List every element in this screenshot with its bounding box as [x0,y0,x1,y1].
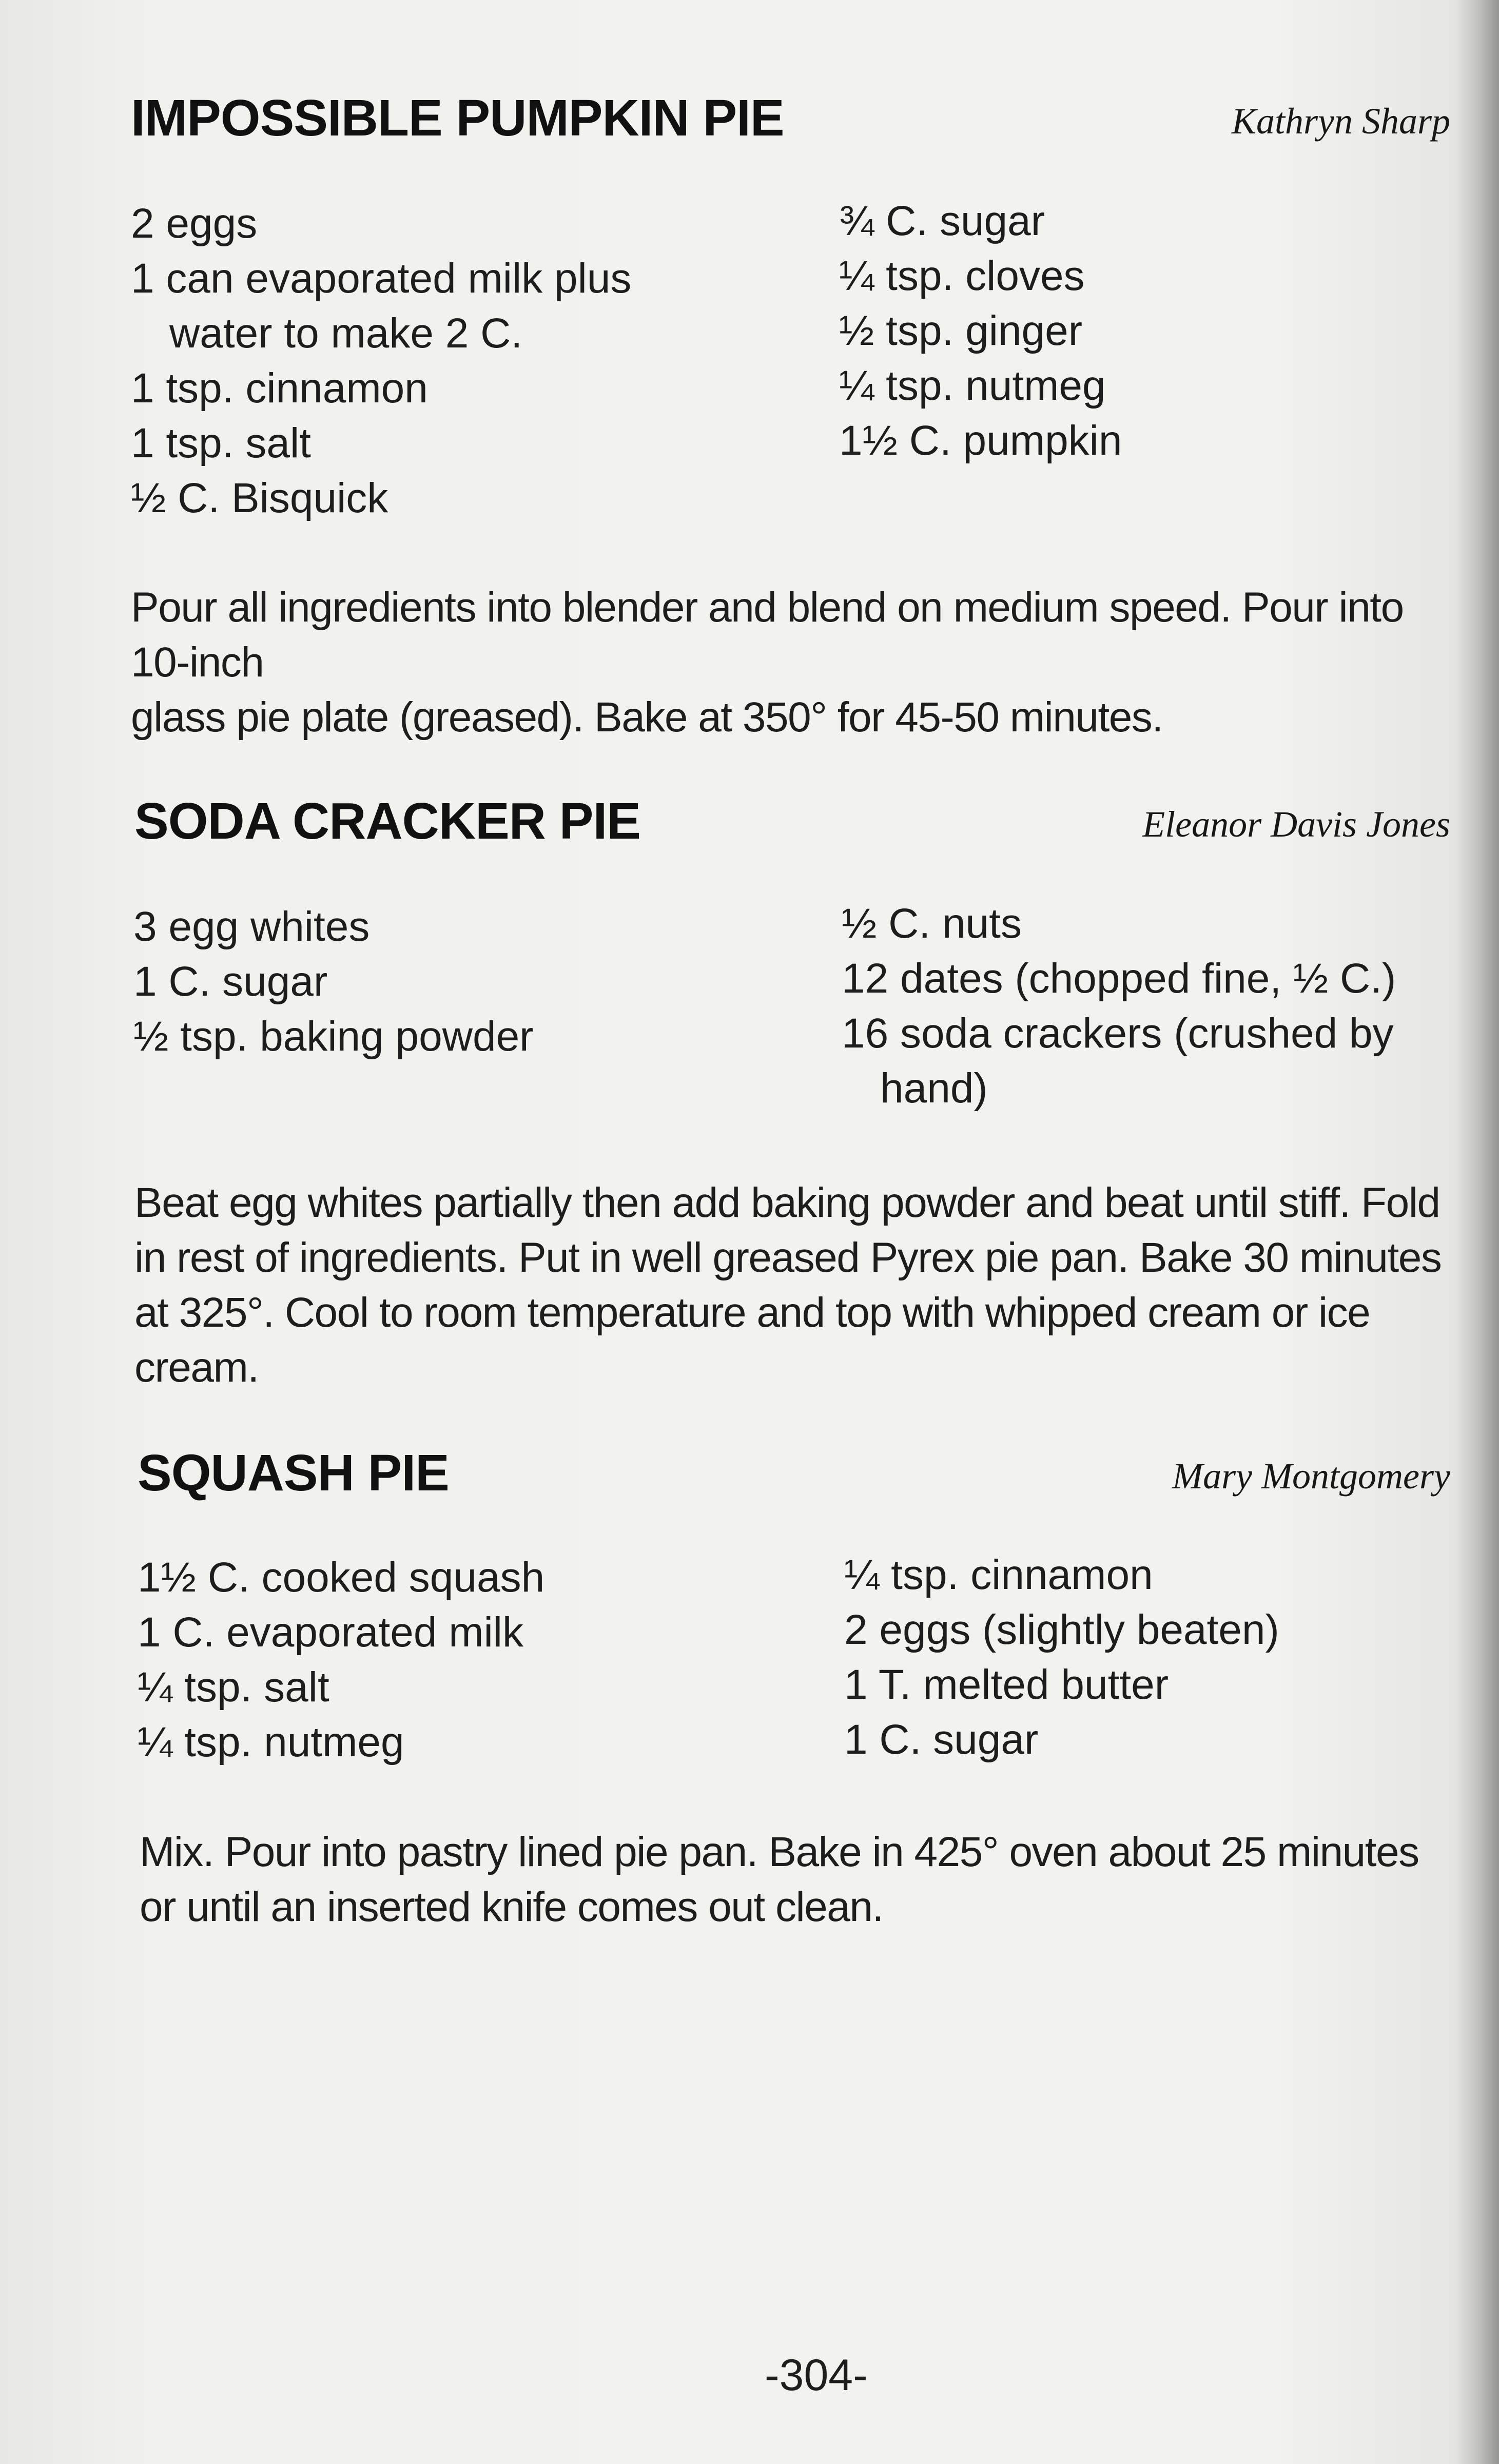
ingredient: ¼ tsp. nutmeg [839,362,1106,409]
ingredients-left-column [138,1550,544,1770]
ingredient: hand) [880,1065,988,1112]
ingredient: ¼ tsp. nutmeg [138,1719,404,1765]
recipe-title: SODA CRACKER PIE [134,792,640,850]
ingredient: ¾ C. sugar [839,198,1045,244]
ingredients-right-column [842,896,1396,1116]
ingredient: 1½ C. pumpkin [839,417,1122,464]
recipe-instructions: Beat egg whites partially then add baking powder and beat until stiff. Fold in rest of ingredients. Put in well greased Pyrex pie pan. Bake 30 minutes at 325°. Cool to room temperature and top with whipped cream or ice cream. [134,1179,1442,1391]
ingredients-right-column [844,1547,1279,1767]
page-number: -304- [765,2351,868,2400]
ingredient: ¼ tsp. cinnamon [844,1551,1153,1598]
ingredient: 1 T. melted butter [844,1661,1169,1708]
recipe-instructions: Mix. Pour into pastry lined pie pan. Bake in 425° oven about 25 minutes or until an inserted knife comes out clean. [140,1829,1419,1930]
recipe-author: Eleanor Davis Jones [1142,804,1450,845]
ingredient: ¼ tsp. salt [138,1664,329,1711]
recipe-author: Kathryn Sharp [1231,101,1450,142]
recipe-instructions: Pour all ingredients into blender and blend on medium speed. Pour into 10-inch glass pie plate (greased). Bake at 350° for 45-50 minutes. [131,584,1404,741]
ingredient: 3 egg whites [133,903,370,950]
ingredient: 16 soda crackers (crushed by [842,1010,1394,1057]
ingredient: 12 dates (chopped fine, ½ C.) [842,955,1396,1002]
recipe-author: Mary Montgomery [1172,1456,1450,1497]
ingredient: 1 C. sugar [844,1716,1039,1763]
ingredients-left-column [133,899,533,1064]
ingredient: 1 C. evaporated milk [138,1609,524,1656]
ingredient: 1 tsp. cinnamon [131,365,428,412]
ingredients-left-column [131,196,631,526]
ingredient: ½ tsp. baking powder [133,1013,534,1060]
ingredient: 1 C. sugar [133,958,328,1005]
ingredient: ½ C. nuts [842,900,1022,947]
ingredients-right-column [839,193,1122,468]
ingredient: 2 eggs (slightly beaten) [844,1606,1279,1653]
ingredient: ¼ tsp. cloves [839,253,1085,299]
ingredient: 1 can evaporated milk plus [131,255,632,302]
ingredient: ½ tsp. ginger [839,307,1083,354]
ingredient: 1 tsp. salt [131,420,311,467]
ingredient: water to make 2 C. [169,310,523,357]
ingredient: ½ C. Bisquick [131,475,388,521]
ingredient: 1½ C. cooked squash [138,1554,545,1601]
recipe-title: IMPOSSIBLE PUMPKIN PIE [131,89,784,147]
ingredient: 2 eggs [131,200,258,247]
recipe-title: SQUASH PIE [138,1444,449,1502]
